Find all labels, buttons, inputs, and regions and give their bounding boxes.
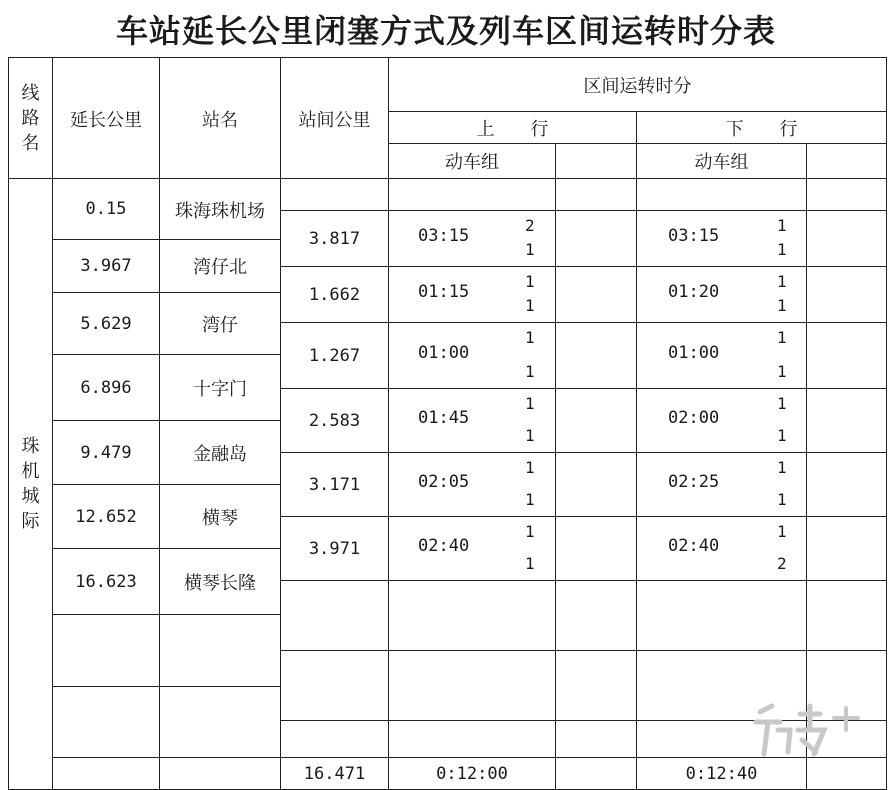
empty-cell [636, 178, 807, 211]
empty-cell [806, 452, 887, 517]
up-block-b: 1 [525, 240, 535, 259]
empty-cell [806, 516, 887, 581]
empty-cell [806, 322, 887, 389]
empty-cell [388, 178, 556, 211]
up-block-a: 1 [525, 522, 535, 541]
empty-cell [555, 322, 637, 389]
section-distance-cell: 2.583 [280, 388, 389, 453]
empty-cell [636, 580, 807, 651]
empty-cell [388, 650, 556, 721]
empty-cell [806, 580, 887, 651]
line-name-char: 珠 [21, 436, 40, 457]
down-time: 02:25 [668, 472, 720, 492]
empty-cell [52, 686, 160, 758]
up-time: 01:15 [418, 282, 470, 302]
up-block-b: 1 [525, 490, 535, 509]
down-time: 01:00 [668, 343, 720, 363]
up-time: 02:40 [418, 536, 470, 556]
down-block-b: 2 [777, 554, 787, 573]
down-block-a: 1 [777, 458, 787, 477]
station-name-cell: 金融岛 [159, 420, 281, 485]
empty-cell [159, 686, 281, 758]
header-line-route-name-char: 路 [21, 107, 40, 129]
up-block-a: 1 [525, 328, 535, 347]
down-time: 01:20 [668, 282, 720, 302]
line-name-char: 城 [21, 486, 40, 507]
empty-cell [555, 388, 637, 453]
station-km-cell: 12.652 [52, 484, 160, 549]
up-time: 02:05 [418, 472, 470, 492]
empty-cell [806, 210, 887, 267]
station-name-cell: 湾仔北 [159, 239, 281, 293]
empty-cell [159, 757, 281, 790]
station-km-cell: 6.896 [52, 354, 160, 421]
down-block-a: 1 [777, 394, 787, 413]
down-time: 02:40 [668, 536, 720, 556]
empty-cell [280, 650, 389, 721]
down-block-b: 1 [777, 362, 787, 381]
empty-cell [806, 388, 887, 453]
down-block-b: 1 [777, 240, 787, 259]
station-name-cell: 十字门 [159, 354, 281, 421]
empty-cell [280, 178, 389, 211]
up-time: 03:15 [418, 226, 470, 246]
header-up-direction: 上 行 [388, 111, 637, 144]
header-line-route-name-char: 线 [21, 82, 40, 104]
table-title: 车站延长公里闭塞方式及列车区间运转时分表 [115, 12, 776, 50]
down-time: 02:00 [668, 408, 720, 428]
station-km-cell: 0.15 [52, 178, 160, 240]
station-name-cell: 横琴长隆 [159, 548, 281, 615]
section-distance-cell: 3.817 [280, 210, 389, 267]
section-distance-cell: 1.267 [280, 322, 389, 389]
up-block-b: 1 [525, 426, 535, 445]
empty-cell [159, 614, 281, 687]
down-block-a: 1 [777, 522, 787, 541]
total-down-time-cell: 0:12:40 [636, 757, 807, 790]
line-name-cell [8, 178, 53, 790]
empty-cell [806, 720, 887, 758]
up-block-b: 1 [525, 296, 535, 315]
empty-cell [388, 580, 556, 651]
station-name-cell: 横琴 [159, 484, 281, 549]
empty-cell [555, 516, 637, 581]
empty-cell [388, 720, 556, 758]
up-time: 01:45 [418, 408, 470, 428]
header-line-route-name [8, 57, 53, 179]
station-km-cell: 16.623 [52, 548, 160, 615]
empty-cell [806, 757, 887, 790]
empty-cell [555, 650, 637, 721]
down-block-b: 1 [777, 426, 787, 445]
empty-cell [806, 266, 887, 323]
empty-cell [52, 614, 160, 687]
empty-cell [806, 178, 887, 211]
line-name-char: 际 [21, 511, 40, 532]
header-up-blank [555, 143, 637, 179]
empty-cell [555, 178, 637, 211]
station-km-cell: 5.629 [52, 292, 160, 355]
empty-cell [555, 757, 637, 790]
total-up-time-cell: 0:12:00 [388, 757, 556, 790]
header-down-direction: 下 行 [636, 111, 887, 144]
down-time: 03:15 [668, 226, 720, 246]
section-distance-cell: 1.662 [280, 266, 389, 323]
header-between-station-km: 站间公里 [280, 57, 389, 179]
down-block-a: 1 [777, 216, 787, 235]
up-block-a: 1 [525, 272, 535, 291]
up-block-a: 1 [525, 394, 535, 413]
up-block-b: 1 [525, 362, 535, 381]
empty-cell [555, 210, 637, 267]
down-block-b: 1 [777, 490, 787, 509]
header-line-route-name-char: 名 [21, 132, 40, 154]
line-name-char: 机 [21, 461, 40, 482]
section-distance-cell: 3.171 [280, 452, 389, 517]
empty-cell [555, 580, 637, 651]
total-distance-cell: 16.471 [280, 757, 389, 790]
up-time: 01:00 [418, 343, 470, 363]
empty-cell [636, 720, 807, 758]
header-station-name: 站名 [159, 57, 281, 179]
empty-cell [280, 580, 389, 651]
down-block-b: 1 [777, 296, 787, 315]
header-section-running-time: 区间运转时分 [388, 57, 887, 112]
empty-cell [636, 650, 807, 721]
station-name-cell: 珠海珠机场 [159, 178, 281, 240]
down-block-a: 1 [777, 328, 787, 347]
up-block-a: 2 [525, 216, 535, 235]
empty-cell [555, 720, 637, 758]
station-km-cell: 9.479 [52, 420, 160, 485]
empty-cell [280, 720, 389, 758]
station-name-cell: 湾仔 [159, 292, 281, 355]
header-emu-down: 动车组 [636, 143, 807, 179]
up-block-a: 1 [525, 458, 535, 477]
station-km-cell: 3.967 [52, 239, 160, 293]
section-distance-cell: 3.971 [280, 516, 389, 581]
header-down-blank [806, 143, 887, 179]
header-extended-km: 延长公里 [52, 57, 160, 179]
empty-cell [555, 452, 637, 517]
empty-cell [555, 266, 637, 323]
down-block-a: 1 [777, 272, 787, 291]
empty-cell [52, 757, 160, 790]
up-block-b: 1 [525, 554, 535, 573]
empty-cell [806, 650, 887, 721]
header-emu-up: 动车组 [388, 143, 556, 179]
